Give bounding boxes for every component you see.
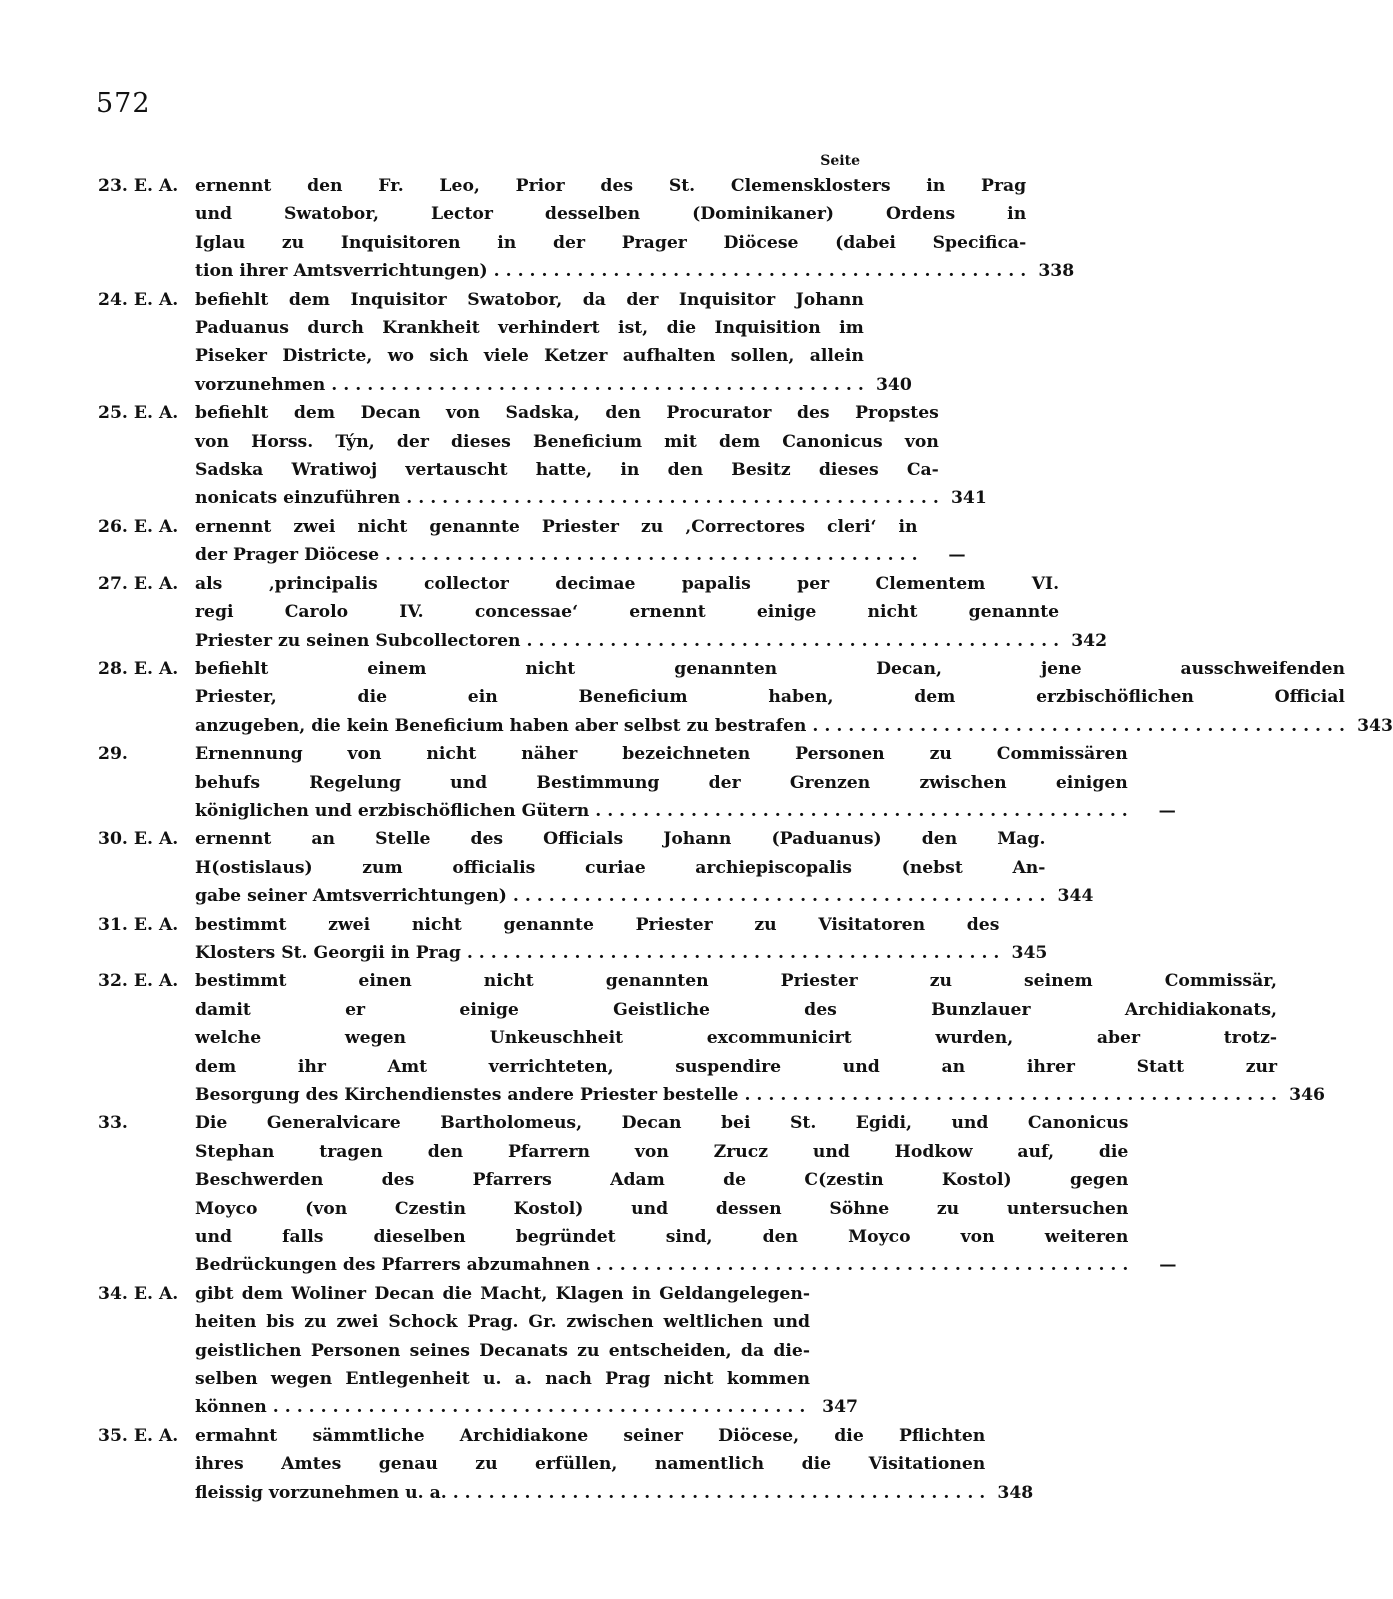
entry-page-number: 342 [1071,630,1108,651]
table-of-contents [98,172,1393,1507]
entry-number: 30. E. A. [98,829,179,850]
entry-page-number: 345 [1011,942,1048,963]
entry-text-line: Stephan tragen den Pfarrern von Zrucz und Hodkow auf, die [195,1141,1129,1162]
entry-text-line: damit er einige Geistliche des Bunzlauer Archidiakonats, [195,999,1278,1020]
entry-text-line: Moyco (von Czestin Kostol) und dessen Söhne zu untersuchen [195,1198,1129,1219]
entry-text-line [195,541,918,569]
entry-text-last: können . . . [195,1397,805,1417]
entry-text [195,570,1059,655]
toc-entry [98,286,912,400]
entry-number: 29. [98,744,128,765]
entry-text-line [195,939,999,967]
entry-text-line [195,882,1045,910]
entry-text-line: welche wegen Unkeuschheit excommunicirt wurden, aber trotz- [195,1028,1278,1049]
entry-text [195,911,999,968]
entry-text-line: selben wegen Entlegenheit u. a. nach Prag nicht kommen [195,1369,810,1390]
entry-text-last: gabe seiner Amtsverrichtungen) . . . [195,886,1045,906]
toc-entry [98,399,987,513]
entry-number: 33. [98,1113,128,1134]
toc-entry [98,1280,858,1422]
entry-text [195,825,1045,910]
entry-text-last: tion ihrer Amtsverrichtungen) . . . [195,261,1026,281]
entry-text-line [195,797,1128,825]
entry-number: 32. E. A. [98,971,179,992]
entry-number: 28. E. A. [98,658,179,679]
entry-text-line: und Swatobor, Lector desselben (Dominikaner) Ordens in [195,204,1027,225]
entry-text-line: Beschwerden des Pfarrers Adam de C(zestin Kostol) gegen [195,1170,1129,1191]
entry-page-number: 343 [1357,715,1393,736]
entry-text-last: nonicats einzuführen . . . [195,488,939,508]
entry-text-line: Paduanus durch Krankheit verhindert ist, die Inquisition im [195,318,864,339]
entry-text-line: dem ihr Amt verrichteten, suspendire und an ihrer Statt zur [195,1056,1278,1077]
entry-page-number: — [1158,800,1176,821]
entry-page-number: — [1159,1255,1177,1276]
entry-number: 34. E. A. [98,1283,179,1304]
entry-text-last: vorzunehmen . . . [195,375,864,395]
entry-text-line [195,1251,1128,1279]
entry-text-line: ermahnt sämmtliche Archidiakone seiner Diöcese, die Pflichten [195,1425,986,1446]
entry-text-line: ihres Amtes genau zu erfüllen, namentlich die Visitationen [195,1454,986,1475]
entry-text-line: gibt dem Woliner Decan die Macht, Klagen in Geldangelegen- [195,1283,810,1304]
entry-text-last: Besorgung des Kirchendienstes andere Priester bestelle . . . [195,1085,1277,1105]
entry-number: 23. E. A. [98,176,179,196]
entry-text-line [195,371,864,399]
entry-page-number: 340 [875,374,912,395]
entry-text-last: der Prager Diöcese . . . [195,545,918,565]
toc-entry [98,1109,1177,1279]
entry-text-line: befiehlt dem Decan von Sadska, den Procurator des Propstes [195,403,939,424]
toc-entry [98,570,1108,655]
entry-text-line: von Horss. Týn, der dieses Beneficium mit dem Canonicus von [195,431,939,452]
entry-text-last: Priester zu seinen Subcollectoren . . . [195,631,1059,651]
toc-entry [98,740,1176,825]
entry-text-line: Iglau zu Inquisitoren in der Prager Diöcese (dabei Specifica- [195,232,1027,253]
entry-page-number: 344 [1057,886,1094,907]
entry-text-line [195,1393,810,1421]
entry-text-line: Sadska Wratiwoj vertauscht hatte, in den Besitz dieses Ca- [195,460,939,481]
entry-number: 31. E. A. [98,914,179,935]
entry-page-number: 347 [822,1397,858,1418]
toc-entry [98,655,1393,740]
entry-number: 25. E. A. [98,403,179,424]
entry-text-line: geistlichen Personen seines Decanats zu entscheiden, da die- [195,1340,810,1361]
entry-text-line: und falls dieselben begründet sind, den Moyco von weiteren [195,1227,1129,1248]
entry-text-line [195,1081,1277,1109]
entry-text-line: befiehlt dem Inquisitor Swatobor, da der Inquisitor Johann [195,289,864,310]
entry-text [195,513,918,570]
entry-text-line: regi Carolo IV. concessae‘ ernennt einige nicht genannte [195,602,1060,623]
entry-text [195,172,1026,286]
entry-page-number: 341 [950,488,987,509]
entry-text-last: fleissig vorzunehmen u. a. . . . [195,1483,985,1503]
entry-text [195,655,1345,740]
entry-text-last: Klosters St. Georgii in Prag . . . [195,943,999,963]
entry-text-line: Die Generalvicare Bartholomeus, Decan bei St. Egidi, und Canonicus [195,1113,1129,1134]
entry-text-line [195,627,1059,655]
entry-text-line: ernennt den Fr. Leo, Prior des St. Clemensklosters in Prag [195,176,1027,196]
entry-text-line: als ‚principalis collector decimae papalis per Clementem VI. [195,573,1060,594]
entry-text [195,967,1277,1109]
entry-text [195,1280,810,1422]
toc-entry [98,911,1048,968]
entry-number: 26. E. A. [98,516,179,537]
toc-entry [98,513,966,570]
entry-text-line [195,257,1026,285]
entry-text [195,286,864,400]
entry-text-line [195,484,939,512]
entry-page-number: 346 [1289,1085,1326,1105]
toc-entry [98,172,1075,286]
entry-text-line: Piseker Districte, wo sich viele Ketzer aufhalten sollen, allein [195,346,864,367]
entry-text-line: behufs Regelung und Bestimmung der Grenzen zwischen einigen [195,772,1128,793]
entry-text-line: ernennt an Stelle des Officials Johann (Paduanus) den Mag. [195,829,1046,850]
entry-number: 27. E. A. [98,573,179,594]
entry-text-line: bestimmt einen nicht genannten Priester zu seinem Commissär, [195,971,1278,992]
entry-text-line: Ernennung von nicht näher bezeichneten Personen zu Commissären [195,744,1128,765]
entry-text-line [195,712,1345,740]
entry-text-line: befiehlt einem nicht genannten Decan, jene ausschweifenden [195,658,1345,679]
entry-page-number: — [948,545,966,566]
entry-text [195,1109,1128,1279]
entry-text-line: H(ostislaus) zum officialis curiae archiepiscopalis (nebst An- [195,857,1046,878]
entry-text-last: königlichen und erzbischöflichen Gütern . . . [195,801,1128,821]
toc-entry [98,967,1326,1109]
entry-number: 35. E. A. [98,1425,179,1446]
entry-text-line: ernennt zwei nicht genannte Priester zu ‚Correctores cleri‘ in [195,516,918,537]
entry-text-line [195,1479,985,1507]
entry-text-line: heiten bis zu zwei Schock Prag. Gr. zwischen weltlichen und [195,1312,810,1333]
entry-text-line: Priester, die ein Beneficium haben, dem erzbischöflichen Official [195,687,1345,708]
entry-text-last: anzugeben, die kein Beneficium haben aber selbst zu bestrafen . . . [195,716,1345,736]
entry-number: 24. E. A. [98,289,179,310]
toc-entry [98,1422,1034,1507]
entry-text-line: bestimmt zwei nicht genannte Priester zu Visitatoren des [195,914,1000,935]
entry-text [195,1422,985,1507]
entry-text [195,399,939,513]
toc-entry [98,825,1094,910]
page-number: 572 [96,88,151,119]
entry-page-number: 348 [997,1482,1034,1503]
entry-page-number: 338 [1038,261,1075,282]
entry-text [195,740,1128,825]
entry-text-last: Bedrückungen des Pfarrers abzumahnen . . . [195,1255,1128,1275]
page-column-header: Seite [820,153,860,169]
